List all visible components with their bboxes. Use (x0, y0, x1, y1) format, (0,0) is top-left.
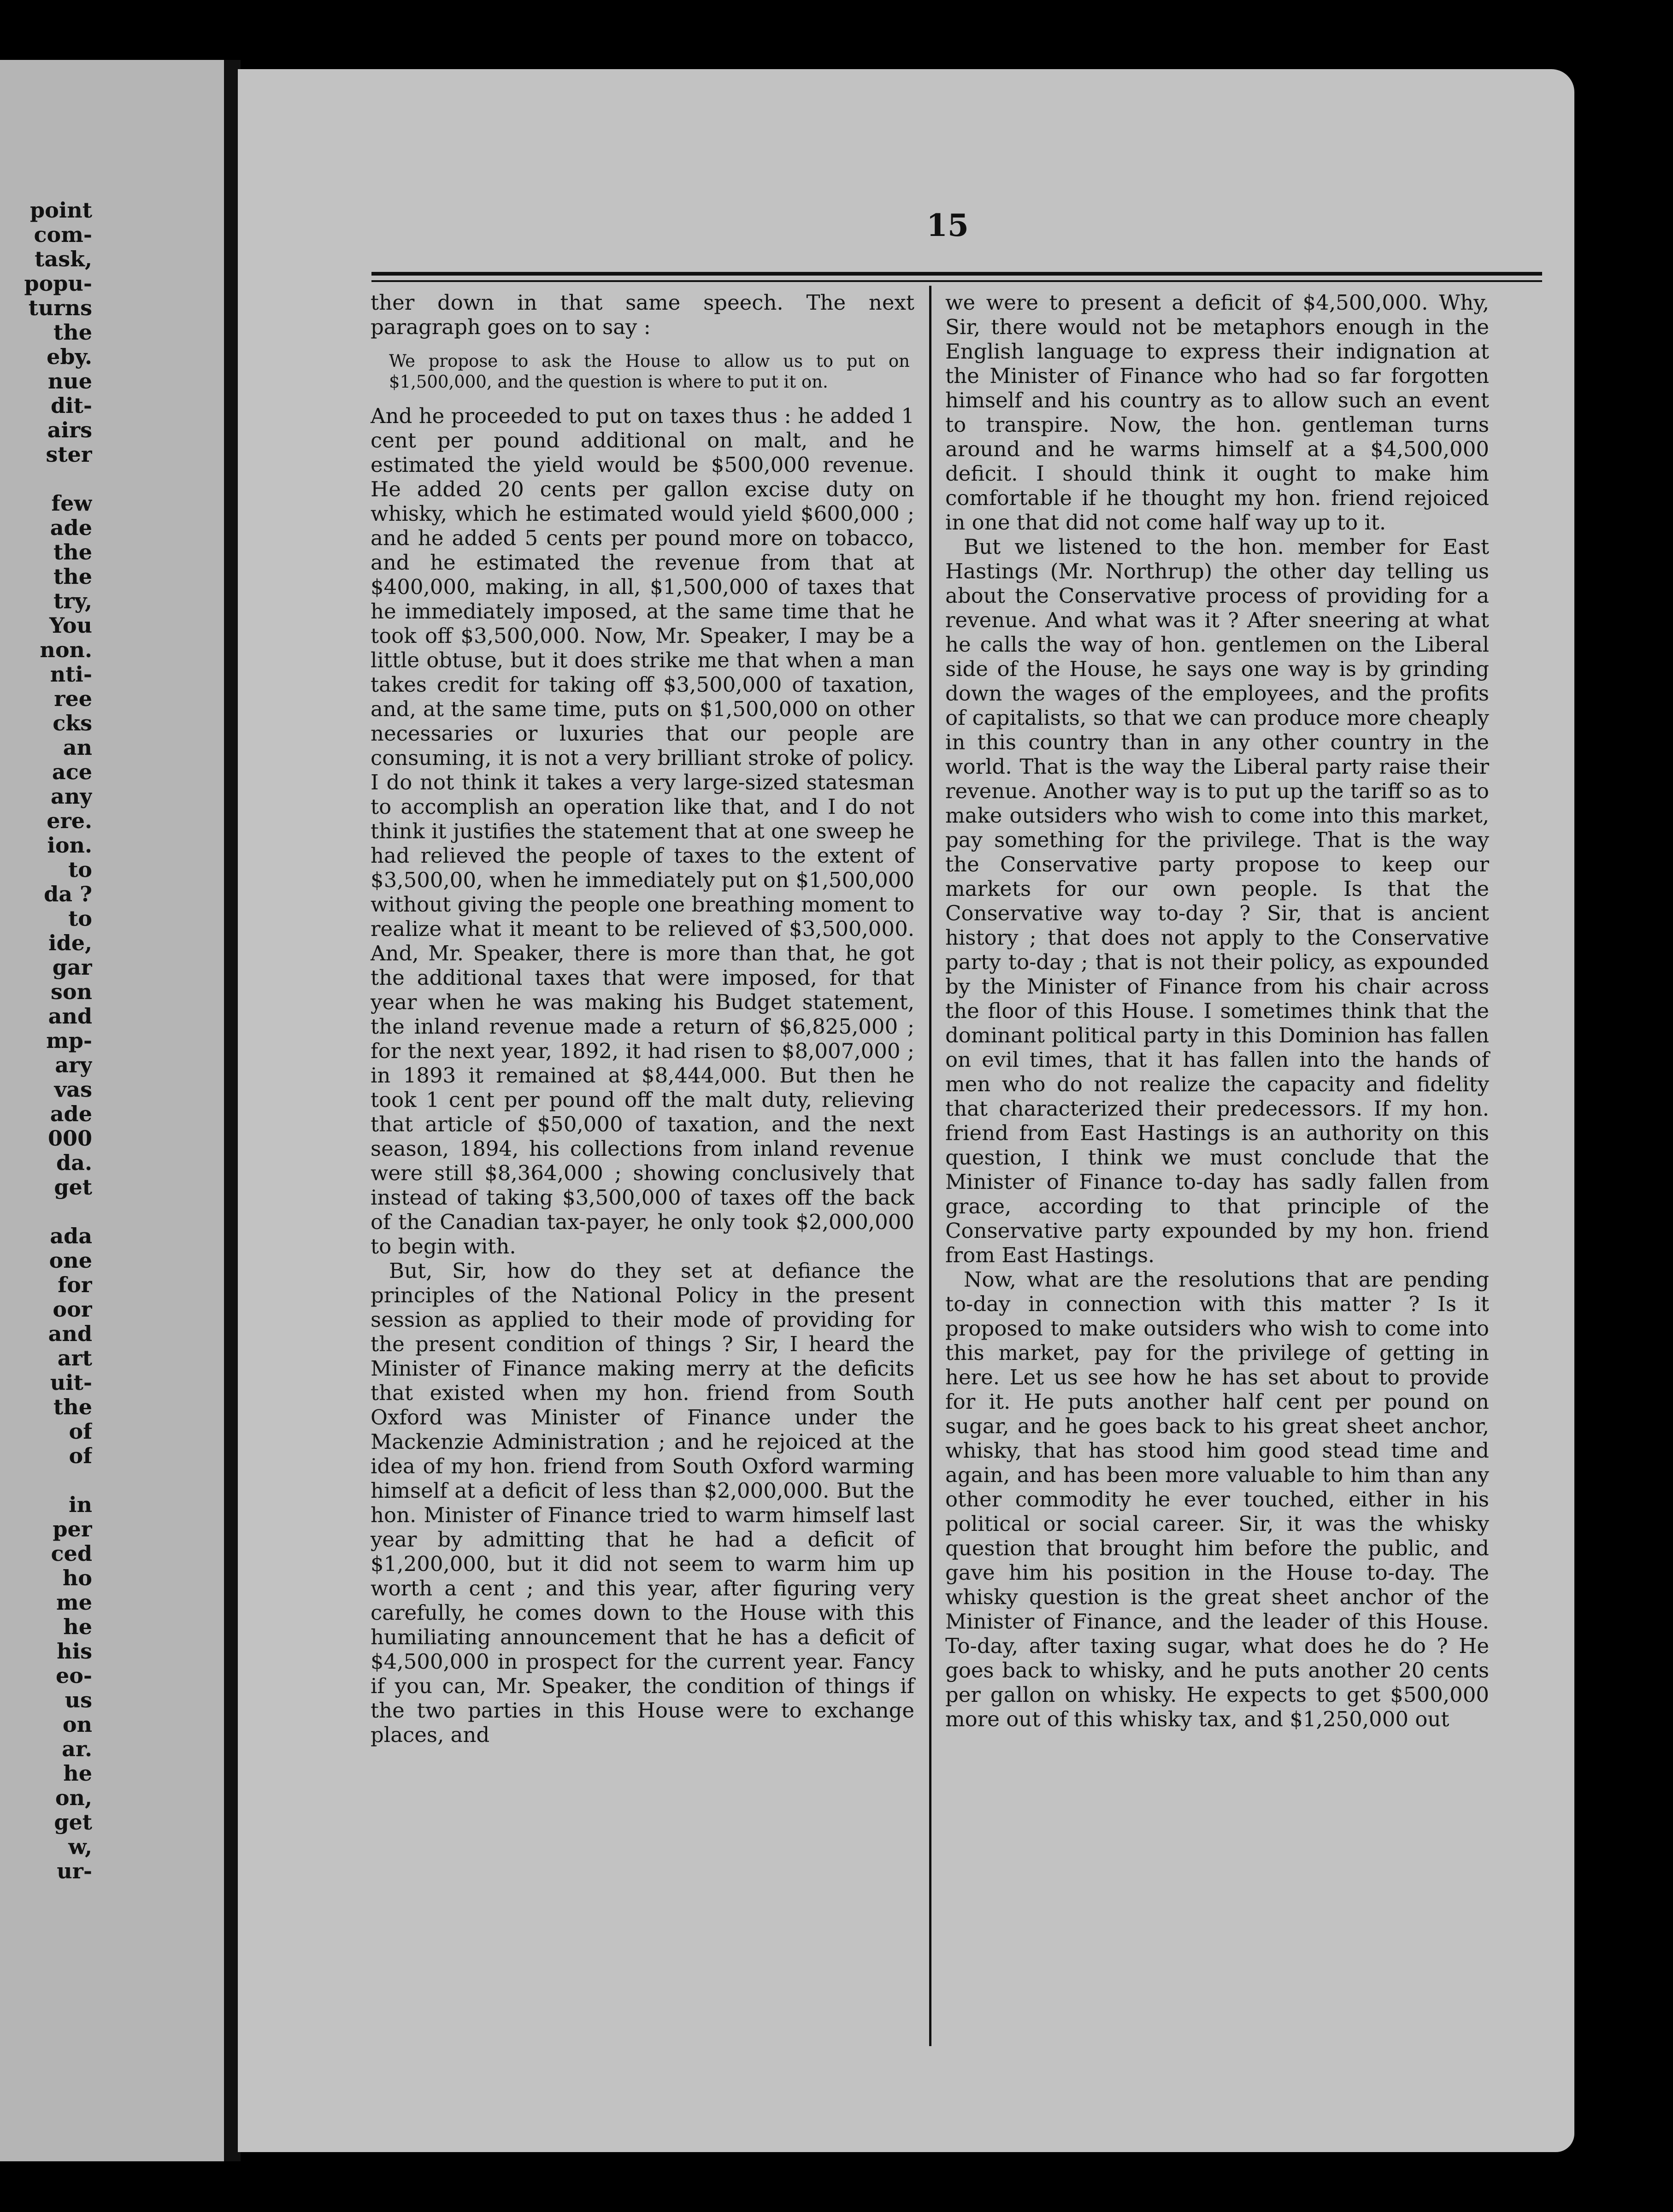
margin-fragment: of (69, 1419, 92, 1444)
margin-fragment: son (50, 980, 92, 1004)
paragraph: Now, what are the resolutions that are pending to-day in connection with this matter ? Is it proposed to make outsiders who wish to come into this market, pay for the privilege of getting in here. Let us see how he has set about to provide for it. He puts another half cent per pound on sugar, and he goes back to his great sheet anchor, whisky, that has stood him good stead time and again, and has been more valuable to him than any other commodity he ever touched, either in his political or social career. Sir, it was the whisky question that brought him before the public, and gave him his position in the House to-day. The whisky question is the great sheet anchor of the Minister of Finance, and the leader of this House. To-day, after taxing sugar, what does he do ? He goes back to whisky, and he puts another 20 cents per gallon on whisky. He expects to get $500,000 more out of this whisky tax, and $1,250,000 out (945, 1267, 1489, 1731)
margin-fragment: any (51, 784, 92, 809)
margin-fragment: and (48, 1004, 92, 1029)
margin-fragment: w, (68, 1835, 92, 1859)
margin-fragment: on (62, 1712, 92, 1737)
margin-fragment: da ? (44, 882, 92, 906)
margin-fragment: ide, (48, 931, 92, 955)
margin-fragment: cks (53, 711, 92, 735)
margin-fragment: one (49, 1248, 92, 1273)
margin-fragment: in (69, 1493, 92, 1517)
margin-fragment: com- (34, 223, 92, 247)
margin-fragment: his (57, 1639, 92, 1664)
paragraph: But we listened to the hon. member for East Hastings (Mr. Northrup) the other day telling us about the Conservative process of providing for a revenue. And what was it ? After sneering at what he calls the way of hon. gentlemen on the Liberal side of the House, he says one way is by grinding down the wages of the employees, and the profits of capitalists, so that we can produce more cheaply in this country than in any other country in the world. That is the way the Liberal party raise their revenue. Another way is to put up the tariff so as to make outsiders who wish to come into this market, pay something for the privilege. That is the way the Conservative party propose to keep our markets for our own people. Is that the Conservative way to-day ? Sir, that is ancient history ; that does not apply to the Conservative party to-day ; that is not their policy, as expounded by the Minister of Finance from his chair across the floor of this House. I sometimes think that the dominant political party in this Dominion has fallen on evil times, that it has fallen into the hands of men who do not realize the capacity and fidelity that characterized their predecessors. If my hon. friend from East Hastings is an authority on this question, I think we must conclude that the Minister of Finance to-day has sadly fallen from grace, according to that principle of the Conservative party expounded by my hon. friend from East Hastings. (945, 535, 1489, 1267)
margin-fragment: turns (28, 296, 92, 320)
margin-fragment: task, (35, 247, 92, 271)
margin-fragment: per (53, 1517, 92, 1541)
margin-fragment: ace (52, 760, 92, 784)
margin-fragment: oor (53, 1297, 92, 1322)
header-rule-thick (371, 272, 1542, 276)
margin-fragment: airs (47, 418, 92, 442)
margin-fragment: and (48, 1322, 92, 1346)
margin-fragment: art (57, 1346, 92, 1371)
margin-fragment: ada (50, 1224, 92, 1248)
margin-fragment: few (51, 491, 92, 516)
header-rule-thin (371, 280, 1542, 282)
paragraph: But, Sir, how do they set at defiance the principles of the National Policy in the present session as applied to their mode of providing for the present condition of things ? Sir, I heard the Minister of Finance making merry at the deficits that existed when my hon. friend from South Oxford was Minister of Finance under the Mackenzie Administration ; and he rejoiced at the idea of my hon. friend from South Oxford warming himself at a deficit of less than $2,000,000. But the hon. Minister of Finance tried to warm himself last year by admitting that he had a deficit of $1,200,000, but it did not seem to warm him up worth a cent ; and this year, after figuring very carefully, he comes down to the House with this humiliating announcement that he has a deficit of $4,500,000 in prospect for the current year. Fancy if you can, Mr. Speaker, the condition of things if the two parties in this House were to exchange places, and (371, 1259, 914, 1747)
margin-fragment: ho (62, 1566, 92, 1590)
margin-fragment: 000 (47, 1126, 92, 1151)
margin-fragment: he (63, 1615, 92, 1639)
margin-fragment: the (53, 320, 92, 345)
margin-fragment: get (54, 1175, 92, 1200)
margin-fragment: dit- (51, 394, 92, 418)
margin-fragment: ster (46, 442, 92, 467)
margin-fragment: ade (50, 516, 92, 540)
page-number: 15 (926, 207, 969, 243)
margin-fragment: nti- (50, 662, 92, 687)
margin-fragment: try, (53, 589, 92, 613)
margin-fragment: nue (47, 369, 92, 394)
column-divider (929, 286, 931, 2046)
margin-fragment: ree (54, 687, 92, 711)
paragraph: we were to present a deficit of $4,500,000. Why, Sir, there would not be metaphors enough in the English language to express their indignation at the Minister of Finance who had so far forgotten himself and his country as to allow such an event to transpire. Now, the hon. gentleman turns around and he warms himself at a $4,500,000 deficit. I should think it ought to make him comfortable if he thought my hon. friend rejoiced in one that did not come half way up to it. (945, 290, 1489, 535)
paragraph: ther down in that same speech. The next paragraph goes on to say : (371, 290, 914, 339)
margin-fragment: vas (54, 1077, 92, 1102)
margin-fragment: for (58, 1273, 92, 1297)
margin-fragment: ade (50, 1102, 92, 1126)
margin-fragment (0, 1200, 92, 1224)
facing-page-text-fragments (0, 198, 92, 1883)
margin-fragment: me (56, 1590, 92, 1615)
margin-fragment: ced (51, 1541, 92, 1566)
paragraph: And he proceeded to put on taxes thus : he added 1 cent per pound additional on malt, and he estimated the yield would be $500,000 revenue. He added 20 cents per gallon excise duty on whisky, which he estimated would yield $600,000 ; and he added 5 cents per pound more on tobacco, and he estimated the revenue from that at $400,000, making, in all, $1,500,000 of taxes that he immediately imposed, at the same time that he took off $3,500,000. Now, Mr. Speaker, I may be a little obtuse, but it does strike me that when a man takes credit for taking off $3,500,000 of taxation, and, at the same time, puts on $1,500,000 on other necessaries or luxuries that our people are consuming, it is not a very brilliant stroke of policy. I do not think it takes a very large-sized statesman to accomplish an operation like that, and I do not think it justifies the statement that at one sweep he had relieved the people of taxes to the extent of $3,500,00, when he immediately put on $1,500,000 without giving the people one breathing moment to realize what it meant to be relieved of $3,500,000. And, Mr. Speaker, there is more than that, he got the additional taxes that were imposed, for that year when he was making his Budget statement, the inland revenue made a return of $6,825,000 ; for the next year, 1892, it had risen to $8,007,000 ; in 1893 it remained at $8,444,000. But then he took 1 cent per pound off the malt duty, relieving that article of $50,000 of taxation, and the next season, 1894, his collections from inland revenue were still $8,364,000 ; showing conclusively that instead of taking $3,500,000 of taxes off the back of the Canadian tax-payer, he only took $2,000,000 to begin with. (371, 404, 914, 1259)
margin-fragment: mp- (46, 1029, 92, 1053)
margin-fragment: You (49, 613, 92, 638)
margin-fragment: he (63, 1761, 92, 1786)
margin-fragment: ere. (47, 809, 92, 833)
margin-fragment: of (69, 1444, 92, 1468)
margin-fragment: ary (55, 1053, 92, 1077)
margin-fragment: the (53, 1395, 92, 1419)
margin-fragment: on, (55, 1786, 92, 1810)
margin-fragment: us (65, 1688, 92, 1712)
margin-fragment: the (53, 540, 92, 565)
margin-fragment: eby. (47, 345, 92, 369)
margin-fragment: gar (52, 955, 92, 980)
text-column-left (371, 290, 914, 1747)
document-page (238, 69, 1574, 2152)
margin-fragment: to (68, 906, 92, 931)
margin-fragment: the (53, 565, 92, 589)
margin-fragment: non. (40, 638, 92, 662)
margin-fragment (0, 467, 92, 491)
margin-fragment: da. (56, 1151, 92, 1175)
margin-fragment: get (54, 1810, 92, 1835)
margin-fragment: point (29, 198, 92, 223)
margin-fragment: ur- (57, 1859, 92, 1883)
margin-fragment: to (68, 858, 92, 882)
block-quote: We propose to ask the House to allow us to put on $1,500,000, and the question is where to put it on. (389, 351, 910, 392)
margin-fragment: eo- (55, 1664, 92, 1688)
margin-fragment: ion. (47, 833, 92, 858)
margin-fragment: ar. (62, 1737, 92, 1761)
margin-fragment: uit- (50, 1371, 92, 1395)
margin-fragment: popu- (24, 271, 92, 296)
margin-fragment: an (63, 735, 92, 760)
margin-fragment (0, 1468, 92, 1493)
text-column-right (945, 290, 1489, 1731)
